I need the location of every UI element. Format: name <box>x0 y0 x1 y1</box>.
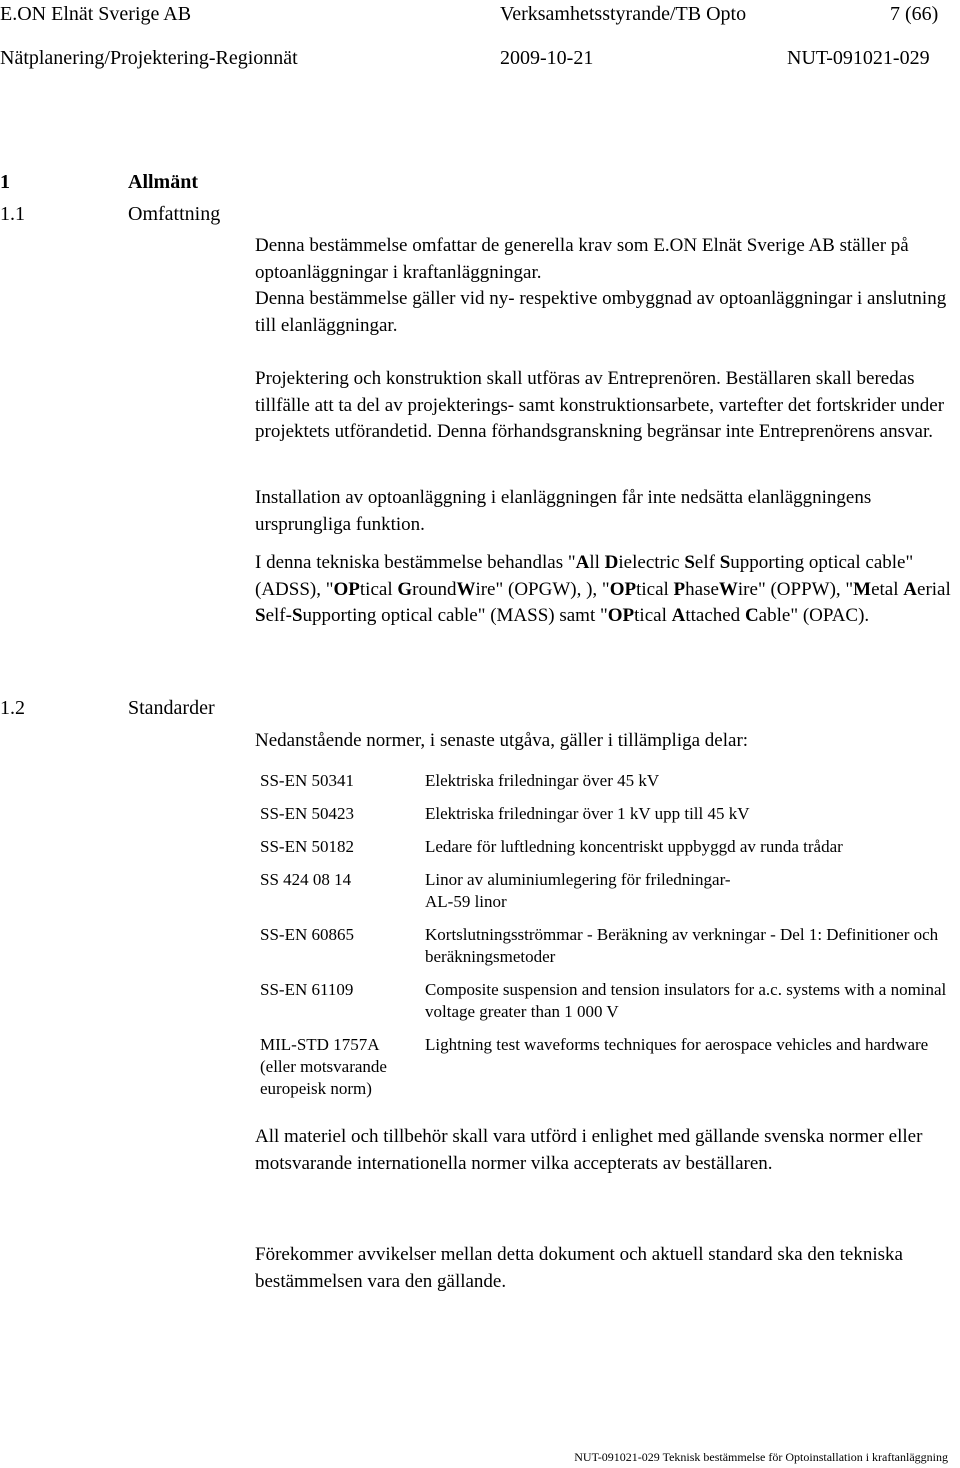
text-run: ire" (OPPW), " <box>737 578 854 600</box>
standard-description: Kortslutningsströmmar - Beräkning av verkningar - Del 1: Definitioner och beräkningsmetoder <box>425 925 939 966</box>
deviation-paragraph <box>255 1242 955 1295</box>
table-row <box>260 836 950 858</box>
text-run: S <box>291 605 303 626</box>
standard-code: SS-EN 50423 <box>260 804 354 823</box>
standard-code: SS-EN 50341 <box>260 771 354 790</box>
standard-description: Linor av aluminiumlegering för friledningar- AL-59 linor <box>425 870 731 911</box>
text-run: tical <box>634 605 672 626</box>
text-run: W <box>718 578 738 600</box>
header-doc-id: NUT-091021-029 <box>787 47 930 69</box>
header-date: 2009-10-21 <box>500 47 594 69</box>
paragraph: Denna bestämmelse omfattar de generella krav som E.ON Elnät Sverige AB ställer på optoanläggningar i kraftanläggningar. <box>255 235 909 283</box>
section-1-2-title: Standarder <box>128 697 215 719</box>
text-run: ire" (OPGW), ), " <box>475 578 610 600</box>
text-run: A <box>903 578 918 600</box>
section-1-number: 1 <box>0 171 10 193</box>
paragraph: Förekommer avvikelser mellan detta dokument och aktuell standard ska den tekniska bestämmelsen vara den gällande. <box>255 1244 903 1292</box>
header-department: Verksamhetsstyrande/TB Opto <box>500 3 747 25</box>
header-page-number: 7 (66) <box>890 3 939 25</box>
text-run: P <box>673 578 686 600</box>
text-run: OP <box>333 578 360 600</box>
table-row <box>260 869 950 913</box>
text-run: G <box>397 578 413 600</box>
text-run: able" (OPAC). <box>758 605 870 626</box>
text-run: hase <box>685 578 719 600</box>
section-1-2-number: 1.2 <box>0 697 25 719</box>
footer-text: NUT-091021-029 Teknisk bestämmelse för Optoinstallation i kraftanläggning <box>574 1450 948 1464</box>
standard-code: SS-EN 50182 <box>260 837 354 856</box>
standard-code: SS-EN 61109 <box>260 980 354 999</box>
text-run: S <box>684 552 695 573</box>
scope-paragraphs <box>255 233 955 339</box>
table-row <box>260 979 950 1023</box>
text-run: elf- <box>265 605 292 626</box>
section-1-1-number: 1.1 <box>0 203 25 225</box>
standards-intro <box>255 728 955 755</box>
standard-description: Ledare för luftledning koncentriskt uppbyggd av runda trådar <box>425 837 843 856</box>
text-run: round <box>412 578 457 600</box>
text-run: ielectric <box>618 552 685 573</box>
text-run: A <box>671 605 686 626</box>
text-run: OP <box>609 578 637 600</box>
paragraph <box>255 550 955 630</box>
installation-paragraph <box>255 485 955 538</box>
section-1-1-title: Omfattning <box>128 203 221 225</box>
standards-table <box>260 770 950 1111</box>
text-run: tical <box>359 578 398 600</box>
text-run: M <box>853 578 872 600</box>
text-run: erial <box>917 578 951 600</box>
text-run: D <box>604 552 619 573</box>
text-run: C <box>744 605 759 626</box>
text-run: ll <box>589 552 605 573</box>
text-run: OP <box>607 605 635 626</box>
text-run: upporting optical cable" (ADSS), " <box>255 552 914 600</box>
standard-description: Composite suspension and tension insulators for a.c. systems with a nominal voltage greater than 1 000 V <box>425 980 947 1021</box>
text-run: S <box>719 552 731 573</box>
standard-description: Lightning test waveforms techniques for aerospace vehicles and hardware <box>425 1035 929 1054</box>
standard-code: MIL-STD 1757A (eller motsvarande europeisk norm) <box>260 1035 387 1098</box>
paragraph: Projektering och konstruktion skall utföras av Entreprenören. Beställaren skall beredas tillfälle att ta del av projekterings- samt konstruktionsarbete, vartefter det fortskrider under projektets utförandetid. Denna förhandsgranskning begränsar inte Entreprenörens ansvar. <box>255 368 945 442</box>
header-company: E.ON Elnät Sverige AB <box>0 3 192 25</box>
standard-code: SS-EN 60865 <box>260 925 354 944</box>
standard-description: Elektriska friledningar över 1 kV upp till 45 kV <box>425 804 750 823</box>
text-run: A <box>575 552 590 573</box>
paragraph: Nedanstående normer, i senaste utgåva, gäller i tillämpliga delar: <box>255 730 749 751</box>
paragraph: All materiel och tillbehör skall vara utförd i enlighet med gällande svenska normer eller motsvarande internationella normer vilka accepterats av beställaren. <box>255 1126 923 1174</box>
text-run: W <box>456 578 476 600</box>
materiel-paragraph <box>255 1124 955 1177</box>
cable-types-paragraph <box>255 550 955 630</box>
table-row <box>260 924 950 968</box>
text-run: ttached <box>685 605 745 626</box>
header-unit: Nätplanering/Projektering-Regionnät <box>0 47 298 69</box>
text-run: upporting optical cable" (MASS) samt " <box>302 605 608 626</box>
standard-code: SS 424 08 14 <box>260 870 352 889</box>
text-run: etal <box>871 578 904 600</box>
text-run: S <box>255 605 266 626</box>
section-1-title: Allmänt <box>128 171 198 193</box>
text-run: I denna tekniska bestämmelse behandlas " <box>255 552 576 573</box>
paragraph: Denna bestämmelse gäller vid ny- respektive ombyggnad av optoanläggningar i anslutning till elanläggningar. <box>255 288 947 336</box>
table-row <box>260 1034 950 1100</box>
text-run: elf <box>694 552 720 573</box>
table-row <box>260 770 950 792</box>
standard-description: Elektriska friledningar över 45 kV <box>425 771 660 790</box>
project-paragraph <box>255 366 955 446</box>
table-row <box>260 803 950 825</box>
text-run: tical <box>636 578 674 600</box>
paragraph: Installation av optoanläggning i elanläggningen får inte nedsätta elanläggningens ursprungliga funktion. <box>255 487 872 535</box>
